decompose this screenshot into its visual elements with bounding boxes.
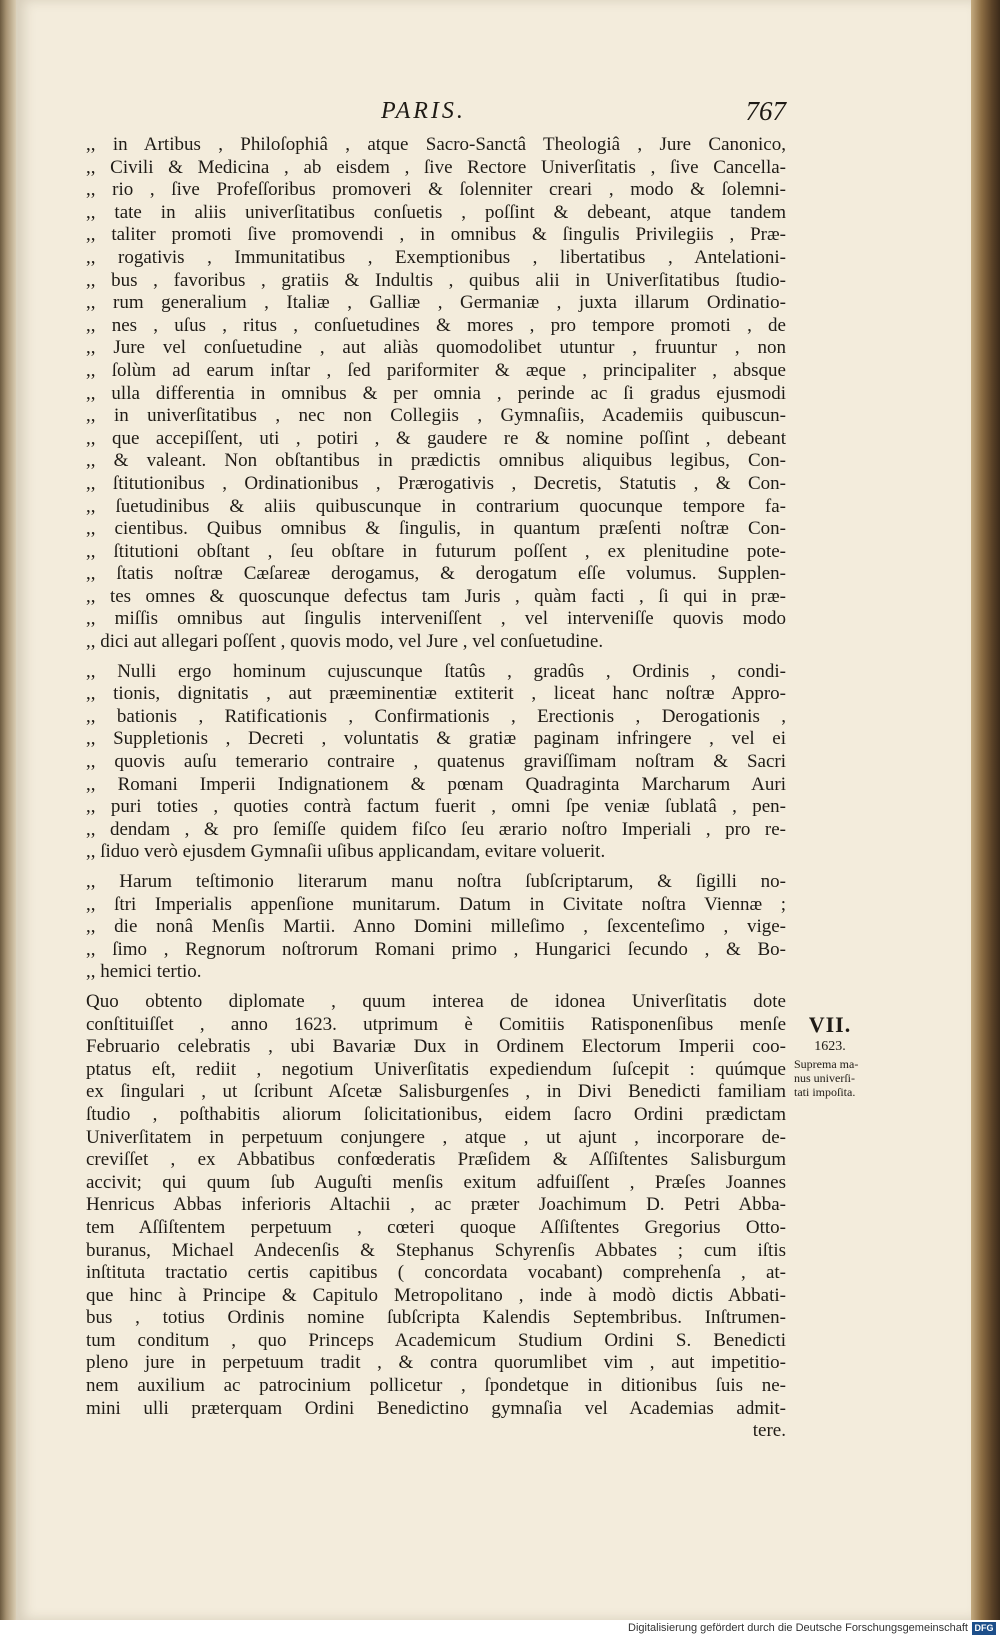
text-line: ,, hemici tertio. (86, 961, 202, 983)
text-line: mini ulli præterquam Ordini Benedictino gymnaſia vel Academias admit- (86, 1397, 786, 1419)
text-line: ſtudio , poſthabitis aliorum ſolicitationibus, eidem ſacro Ordini prædictam (86, 1103, 786, 1125)
text-line: tum conditum , quo Princeps Academicum Studium Ordini S. Benedicti (86, 1329, 786, 1351)
marginal-text-line: tati impoſita. (794, 1085, 856, 1099)
marginal-text-line: Suprema ma- (794, 1057, 859, 1071)
book-gutter (0, 0, 16, 1620)
text-line: ,, cientibus. Quibus omnibus & ſingulis, in quantum præſenti noſtræ Con- (86, 518, 786, 540)
page-number: 767 (745, 96, 786, 126)
text-line: ,, ulla differentia in omnibus & per omnia , perinde ac ſi gradus ejusmodi (86, 382, 786, 404)
text-line: ,, bationis , Ratificationis , Confirmationis , Erectionis , Derogationis , (86, 705, 786, 727)
text-line: ,, bus , favoribus , gratiis & Indultis , quibus alii in Univerſitatibus ſtudio- (86, 269, 786, 291)
marginal-note (790, 1013, 870, 1099)
text-line: ,, in univerſitatibus , nec non Collegiis , Gymnaſiis, Academiis quibuscun- (86, 405, 786, 427)
text-line: ex ſingulari , ut ſcribunt Aſcetæ Salisburgenſes , in Divi Benedicti familiam (86, 1081, 786, 1103)
text-line: Quo obtento diplomate , quum interea de idonea Univerſitatis dote (86, 990, 786, 1012)
text-line: ,, tionis, dignitatis , aut præeminentiæ extiterit , liceat hanc noſtræ Appro- (86, 683, 786, 705)
text-line: ,, puri toties , quoties contrà factum fuerit , omni ſpe veniæ ſublatâ , pen- (86, 796, 786, 818)
text-line: ,, rum generalium , Italiæ , Galliæ , Germaniæ , juxta illarum Ordinatio- (86, 292, 786, 314)
text-line: ,, taliter promoti ſive promovendi , in omnibus & ſingulis Privilegiis , Præ- (86, 224, 786, 246)
text-line: creviſſet , ex Abbatibus confœderatis Præſidem & Aſſiſtentes Salisburgum (86, 1149, 786, 1171)
text-line: tere. (752, 1420, 786, 1442)
text-line: Univerſitatem in perpetuum conjungere , atque , ut ajunt , incorporare de- (86, 1126, 786, 1148)
text-line: ,, rio , ſive Profeſſoribus promoveri & ſolenniter creari , modo & ſolemni- (86, 179, 786, 201)
text-line: ,, Jure vel conſuetudine , aut aliàs quomodolibet utuntur , fruuntur , non (86, 337, 786, 359)
text-line: ,, ſolùm ad earum inſtar , ſed pariformiter & æque , principaliter , absque (86, 359, 786, 381)
text-line: ,, Nulli ergo hominum cujuscunque ſtatûs , gradûs , Ordinis , condi- (86, 660, 786, 682)
text-line: ,, ſtitutioni obſtant , ſeu obſtare in futurum poſſent , ex plenitudine pote- (86, 540, 786, 562)
text-line: ,, tes omnes & quoscunque defectus tam Juris , quàm facti , ſi qui in præ- (86, 585, 786, 607)
text-line: ,, ſtatis noſtræ Cæſareæ derogamus, & derogatum eſſe volumus. Supplen- (86, 563, 786, 585)
text-line: nem auxilium ac patrocinium pollicetur , ſpondetque in ditionibus ſuis ne- (86, 1375, 786, 1397)
text-line: ,, tate in aliis univerſitatibus conſuetis , poſſint & debeant, atque tandem (86, 201, 786, 223)
text-line: ,, dici aut allegari poſſent , quovis modo, vel Jure , vel conſuetudine. (86, 631, 604, 653)
text-line: ,, ſtri Imperialis appenſione munitarum. Datum in Civitate noſtra Viennæ ; (86, 893, 786, 915)
text-line: ,, nes , uſus , ritus , conſuetudines & mores , pro tempore promoti , de (86, 314, 786, 336)
text-line: ,, ſiduo verò ejusdem Gymnaſii uſibus applicandam, evitare voluerit. (86, 841, 606, 863)
page-header (86, 96, 786, 132)
text-line: ,, rogativis , Immunitatibus , Exemptionibus , libertatibus , Antelationi- (86, 246, 786, 268)
marginal-number: VII. (808, 1012, 852, 1037)
text-line: Februario celebratis , ubi Bavariæ Dux in Ordinem Electorum Imperii coo- (86, 1036, 786, 1058)
text-line: Henricus Abbas inferioris Altachii , ac præter Joachimum D. Petri Abba- (86, 1194, 786, 1216)
text-line: tem Aſſiſtentem perpetuum , cœteri quoque Aſſiſtentes Gregorius Otto- (86, 1216, 786, 1238)
main-text (86, 134, 786, 1443)
text-line: ,, ſimo , Regnorum noſtrorum Romani primo , Hungarici ſecundo , & Bo- (86, 938, 786, 960)
running-title: PARIS. (381, 98, 466, 124)
text-line: conſtituiſſet , anno 1623. utprimum è Comitiis Ratisponenſibus menſe (86, 1013, 786, 1035)
text-line: ,, ſtitutionibus , Ordinationibus , Prærogativis , Decretis, Statutis , & Con- (86, 472, 786, 494)
text-line: inſtituta tractatio certis capitibus ( concordata vocabant) comprehenſa , at- (86, 1262, 786, 1284)
text-line: buranus, Michael Andecenſis & Stephanus Schyrenſis Abbates ; cum iſtis (86, 1239, 786, 1261)
text-line: ,, Harum teſtimonio literarum manu noſtra ſubſcriptarum, & ſigilli no- (86, 871, 786, 892)
text-line: ,, miſſis omnibus aut ſingulis interveniſſent , vel interveniſſe quovis modo (86, 608, 786, 630)
text-line: accivit; qui quum ſub Auguſti menſis exitum adfuiſſent , Præſes Joannes (86, 1171, 786, 1193)
text-line: ,, Romani Imperii Indignationem & pœnam Quadraginta Marcharum Auri (86, 773, 786, 795)
text-line: ,, Civili & Medicina , ab eisdem , ſive Rectore Univerſitatis , ſive Cancella- (86, 156, 786, 178)
text-line: pleno jure in perpetuum tradit , & contra quorumlibet vim , aut impetitio- (86, 1352, 786, 1374)
text-line: ,, quovis auſu temerario contraire , quatenus graviſſimam noſtram & Sacri (86, 751, 786, 773)
marginal-year: 1623. (814, 1039, 846, 1054)
marginal-text (790, 1057, 870, 1099)
text-line: ,, dendam , & pro ſemiſſe quidem fiſco ſeu ærario noſtro Imperiali , pro re- (86, 818, 786, 840)
text-line: ,, & valeant. Non obſtantibus in prædictis omnibus aliquibus legibus, Con- (86, 450, 786, 472)
text-line: ,, in Artibus , Philoſophiâ , atque Sacro-Sanctâ Theologiâ , Jure Canonico, (86, 134, 786, 155)
text-line: ,, que accepiſſent, uti , potiri , & gaudere re & nomine poſſint , debeant (86, 427, 786, 449)
text-line: ,, Suppletionis , Decreti , voluntatis & gratiæ paginam infringere , vel ei (86, 728, 786, 750)
text-line: ptatus eſt, rediit , negotium Univerſitatis expediendum ſuſcepit : quúmque (86, 1058, 786, 1080)
marginal-text-line: nus univerſi- (794, 1071, 855, 1085)
text-line: que hinc à Principe & Capitulo Metropolitano , inde à modò dictis Abbati- (86, 1284, 786, 1306)
text-line: bus , totius Ordinis nomine ſubſcripta Kalendis Septembribus. Inſtrumen- (86, 1307, 786, 1329)
text-line: ,, die nonâ Menſis Martii. Anno Domini milleſimo , ſexcenteſimo , vige- (86, 916, 786, 938)
funding-credit: Digitalisierung gefördert durch die Deutsche Forschungsgemeinschaft (628, 1622, 968, 1634)
book-edge (971, 0, 1000, 1620)
dfg-logo: DFG (972, 1622, 996, 1635)
text-line: ,, ſuetudinibus & aliis quibuscunque in contrarium quocunque tempore fa- (86, 495, 786, 517)
